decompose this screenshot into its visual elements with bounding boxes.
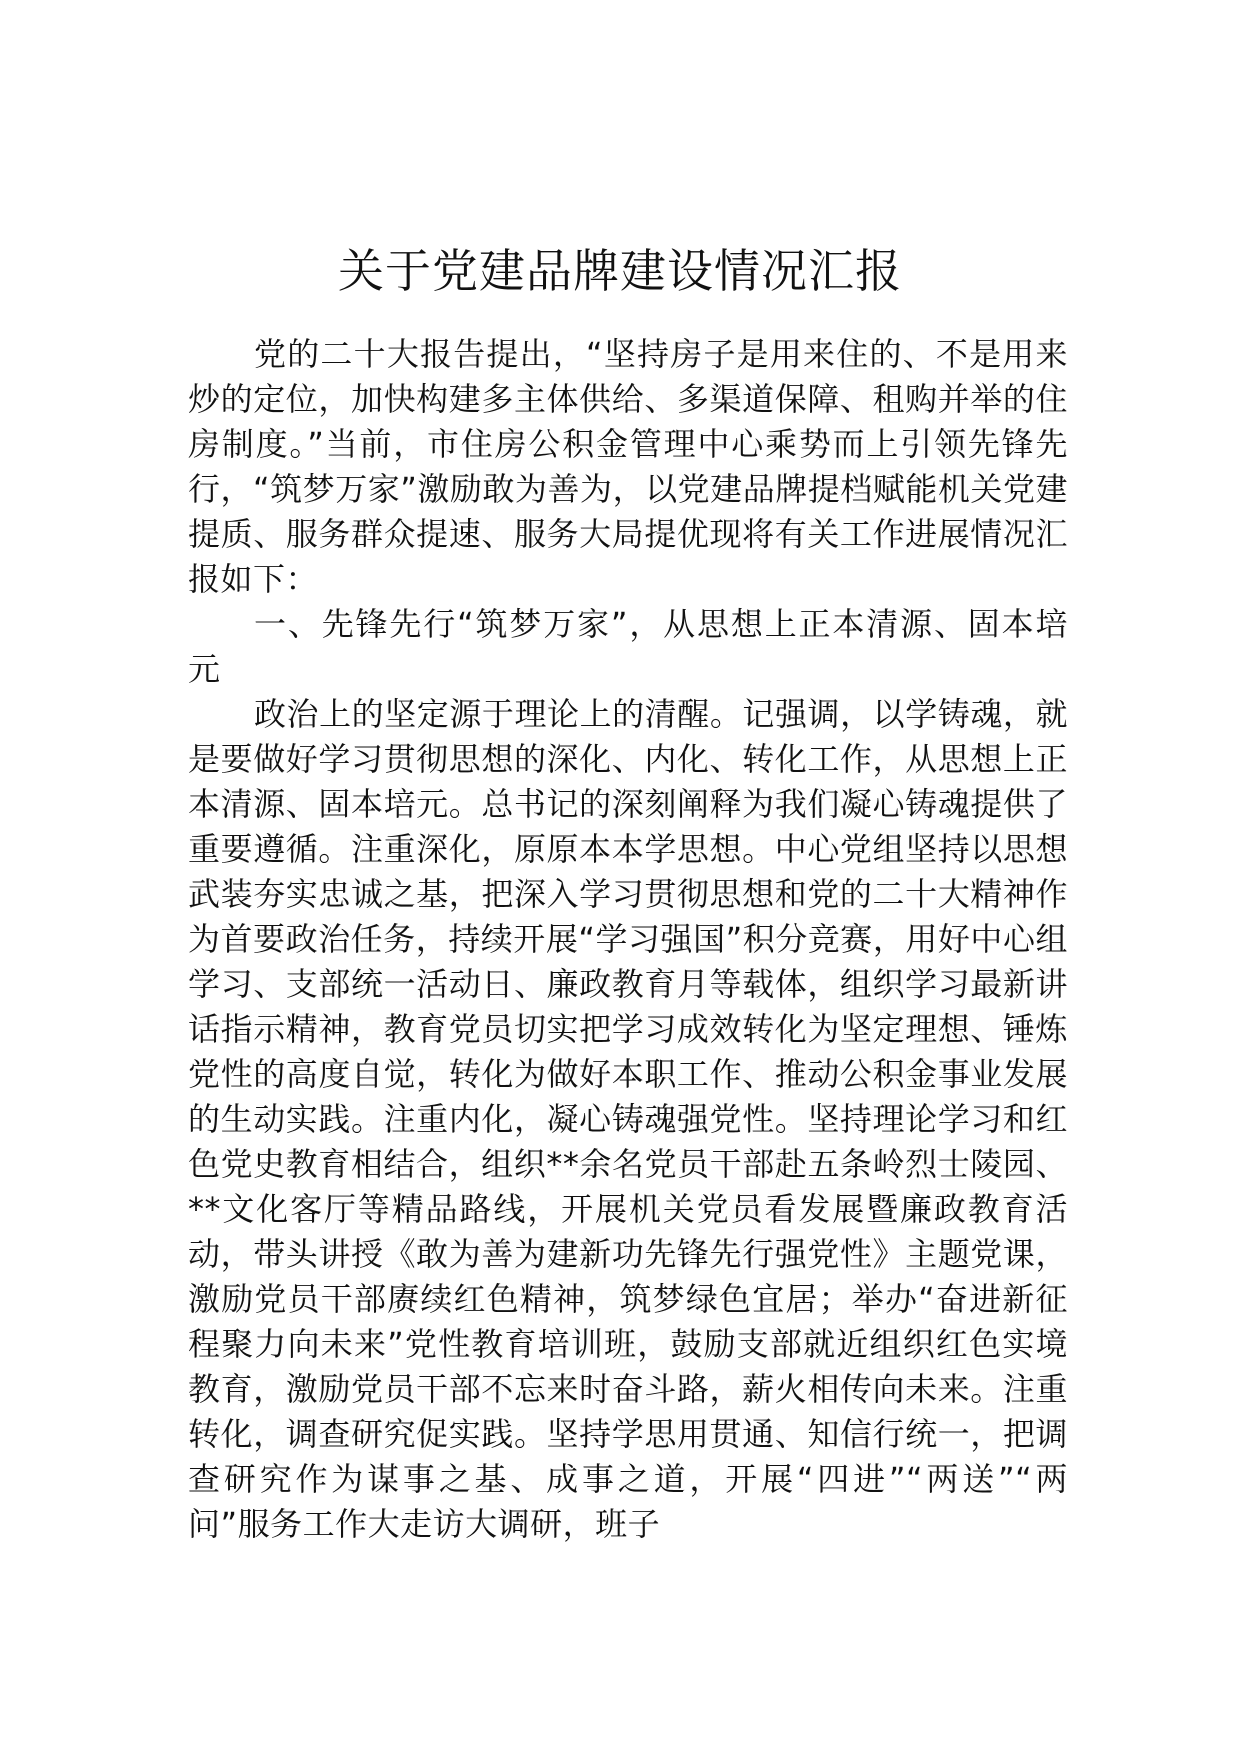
document-body xyxy=(188,332,1068,1547)
section-heading-1: 一、先锋先行“筑梦万家”，从思想上正本清源、固本培元 xyxy=(188,605,1068,688)
intro-paragraph: 党的二十大报告提出，“坚持房子是用来住的、不是用来炒的定位，加快构建多主体供给、多渠道保障、租购并举的住房制度。”当前，市住房公积金管理中心乘势而上引领先锋先行，“筑梦万家”激励敢为善为，以党建品牌提档赋能机关党建提质、服务群众提速、服务大局提优现将有关工作进展情况汇报如下： xyxy=(188,335,1068,598)
document-title: 关于党建品牌建设情况汇报 xyxy=(338,243,902,298)
section-1-paragraph: 政治上的坚定源于理论上的清醒。记强调，以学铸魂，就是要做好学习贯彻思想的深化、内化、转化工作，从思想上正本清源、固本培元。总书记的深刻阐释为我们凝心铸魂提供了重要遵循。注重深化，原原本本学思想。中心党组坚持以思想武装夯实忠诚之基，把深入学习贯彻思想和党的二十大精神作为首要政治任务，持续开展“学习强国”积分竞赛，用好中心组学习、支部统一活动日、廉政教育月等载体，组织学习最新讲话指示精神，教育党员切实把学习成效转化为坚定理想、锤炼党性的高度自觉，转化为做好本职工作、推动公积金事业发展的生动实践。注重内化，凝心铸魂强党性。坚持理论学习和红色党史教育相结合，组织**余名党员干部赴五条岭烈士陵园、**文化客厅等精品路线，开展机关党员看发展暨廉政教育活动，带头讲授《敢为善为建新功先锋先行强党性》主题党课，激励党员干部赓续红色精神，筑梦绿色宜居；举办“奋进新征程聚力向未来”党性教育培训班，鼓励支部就近组织红色实境教育，激励党员干部不忘来时奋斗路，薪火相传向未来。注重转化，调查研究促实践。坚持学思用贯通、知信行统一，把调查研究作为谋事之基、成事之道，开展“四进”“两送”“两问”服务工作大走访大调研，班子 xyxy=(188,695,1068,1543)
